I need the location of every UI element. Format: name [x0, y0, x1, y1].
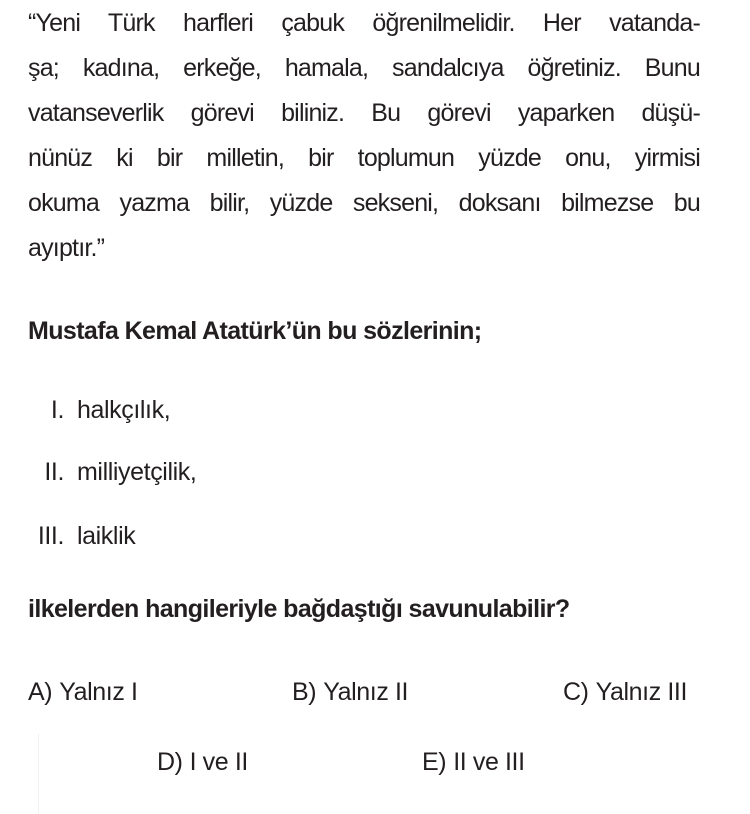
option-letter: C): [563, 678, 589, 706]
passage-line: “Yeni Türk harfleri çabuk öğrenilmelidir. Her vatanda-: [28, 9, 700, 37]
option-label: Yalnız II: [323, 678, 409, 706]
option-letter: A): [28, 678, 53, 706]
item-numeral: III.: [37, 522, 64, 550]
option-label: Yalnız I: [59, 678, 138, 706]
option-b[interactable]: [292, 670, 408, 715]
option-e[interactable]: [422, 740, 525, 785]
question-stem: ilkelerden hangileriyle bağdaştığı savunulabilir?: [28, 595, 570, 623]
option-label: I ve II: [189, 748, 248, 776]
question-passage: [28, 1, 700, 271]
option-d[interactable]: [157, 740, 248, 785]
question-stem-intro: Mustafa Kemal Atatürk’ün bu sözlerinin;: [28, 317, 482, 345]
scan-artifact-line: [38, 734, 39, 814]
option-letter: B): [292, 678, 317, 706]
passage-line: okuma yazma bilir, yüzde sekseni, doksanı bilmezse bu: [28, 189, 700, 217]
passage-line: vatanseverlik görevi biliniz. Bu görevi yaparken düşü-: [28, 99, 700, 127]
option-c[interactable]: [563, 670, 687, 715]
option-a[interactable]: [28, 670, 138, 715]
passage-line: nünüz ki bir milletin, bir toplumun yüzde onu, yirmisi: [28, 144, 700, 172]
option-label: Yalnız III: [595, 678, 688, 706]
item-label: halkçılık,: [77, 396, 171, 424]
passage-line: ayıptır.”: [28, 234, 105, 262]
option-label: II ve III: [453, 748, 525, 776]
numbered-item-2: [0, 450, 196, 495]
item-label: milliyetçilik,: [77, 458, 197, 486]
option-letter: E): [422, 748, 447, 776]
option-letter: D): [157, 748, 183, 776]
passage-line: şa; kadına, erkeğe, hamala, sandalcıya öğretiniz. Bunu: [28, 54, 700, 82]
numbered-item-1: [0, 388, 170, 433]
item-label: laiklik: [77, 522, 136, 550]
numbered-item-3: [0, 514, 135, 559]
item-numeral: II.: [44, 458, 64, 486]
item-numeral: I.: [50, 396, 64, 424]
